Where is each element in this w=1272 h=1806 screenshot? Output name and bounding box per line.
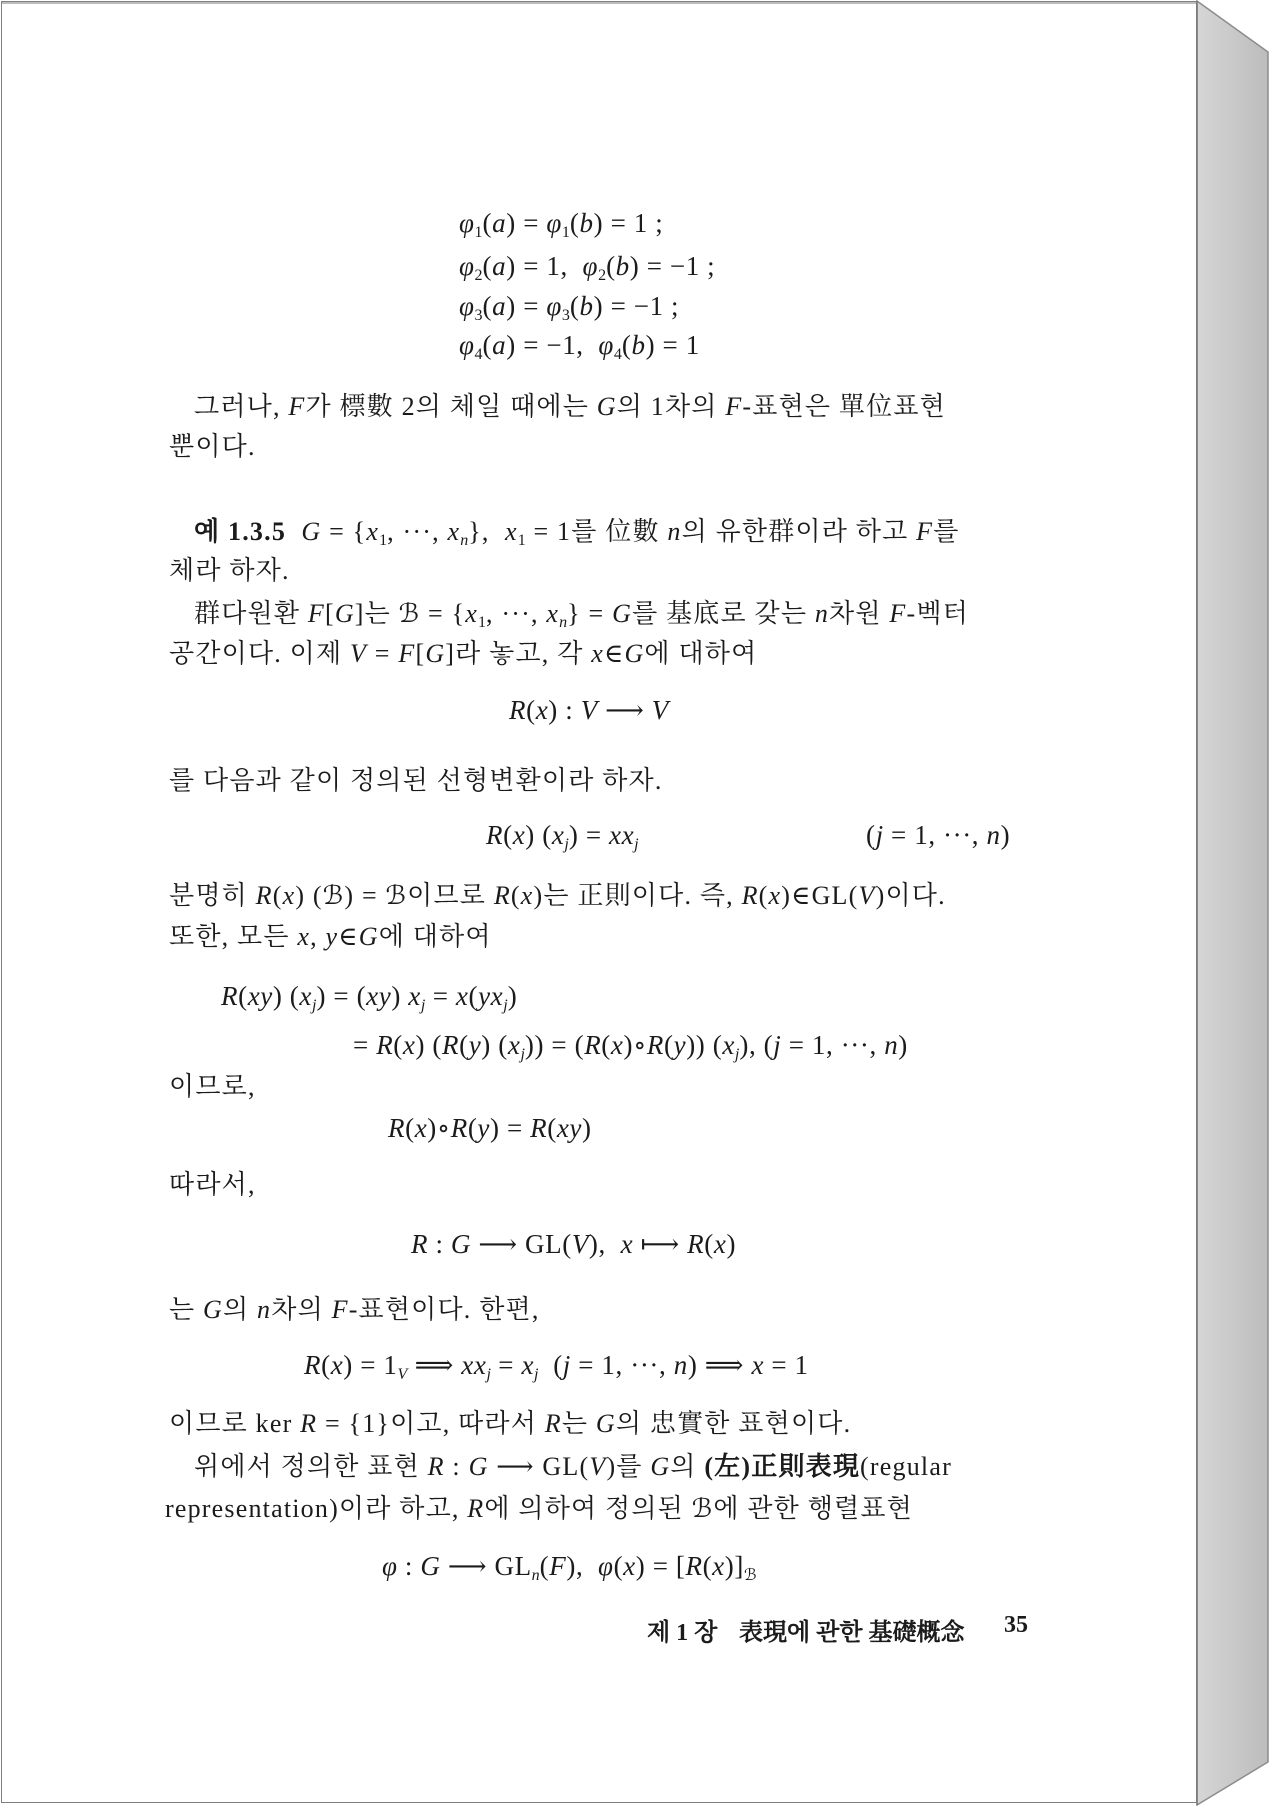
math-symbol: y [673,1030,687,1060]
math-symbol: G [450,1229,472,1259]
text-run: ) = ( [316,981,367,1011]
text-run: ( [539,1551,550,1581]
math-symbol: x [722,1030,735,1060]
text-run: ( [526,695,536,725]
text-run: ) = 1 [343,1350,398,1380]
math-symbol: x [546,599,560,628]
math-symbol: a [492,208,507,238]
math-symbol: n [814,599,830,628]
text-run: 는 [169,1295,204,1324]
text-run: )이다. [875,881,946,910]
math-symbol: x [521,1350,535,1380]
math-symbol: R [255,881,273,910]
text-run: 를 다음과 같이 정의된 선형변환이라 하자. [169,766,663,795]
text-run: -표현은 單位표현 [742,392,946,421]
text-run: ) = 1, [506,251,583,281]
text-run: ) = −1 ; [593,291,680,321]
math-symbol: x [591,639,604,668]
text-run: 차의 [271,1295,332,1324]
text-run: )] [724,1551,744,1581]
math-symbol: R [646,1030,665,1060]
text-run: = {1}이고, 따라서 [317,1409,545,1438]
subscript: V [397,1366,408,1383]
text-run: -벡터 [906,599,969,628]
subscript: 3 [561,307,570,324]
math-symbol: x [282,881,296,910]
math-symbol: R [687,1229,705,1259]
text-run: ( [606,251,616,281]
text-run: ( [613,1551,624,1581]
math-symbol: xx [609,820,635,850]
math-symbol: G [334,599,355,628]
text-run: ⟼ [633,1229,688,1259]
text-run: ( [758,881,769,910]
math-symbol: φ [459,330,475,360]
text-run: ∈ [338,922,359,951]
math-symbol: x [505,517,518,546]
text-run: , ···, [387,517,448,546]
text-run: 차원 [829,599,890,628]
subscript: 3 [474,307,483,324]
text-run: ) ( [525,820,552,850]
text-run: ) = −1, [506,330,599,360]
math-symbol: x [713,1229,727,1259]
text-run: ) = [490,1113,531,1143]
text-run: ∈ [603,639,625,668]
text-run: ) [581,1113,592,1143]
text-run: ( [482,330,493,360]
text-run: 의 忠實한 표현이다. [615,1409,852,1438]
math-symbol: G [420,1551,441,1581]
math-symbol: x [414,1113,428,1143]
text-run: )∘ [427,1113,451,1143]
math-symbol: xx [461,1350,487,1380]
text-run: ( [482,251,493,281]
text-run: 에 대하여 [644,639,758,668]
math-symbol: a [492,251,507,281]
text-run: ]는 ℬ = { [354,599,466,628]
text-run: , [310,922,326,951]
math-symbol: F [307,599,325,628]
subscript: 4 [474,346,483,363]
text-run: = [353,1030,377,1060]
text-run: ( [621,330,632,360]
math-symbol: y [325,922,339,951]
math-symbol: x [535,695,549,725]
math-symbol: F [549,1551,567,1581]
text-run: ( [468,981,479,1011]
text-run: [ [415,639,426,668]
text-run: )는 正則이다. 즉, [533,881,742,910]
text-run: : [397,1551,421,1581]
math-symbol: b [579,208,594,238]
subscript: 2 [598,267,607,284]
math-symbol: F [889,599,907,628]
text-run: 또한, 모든 [169,922,298,951]
text-run: 에 의하여 정의된 ℬ에 관한 행렬표현 [484,1494,913,1523]
text-run: ) = [506,208,547,238]
math-symbol: x [520,881,534,910]
math-symbol: R [493,881,511,910]
text-run: ) [391,981,409,1011]
text-run: ( [702,1551,713,1581]
math-symbol: R [486,820,504,850]
math-symbol: R [427,1452,445,1481]
text-run: ) = 1 ; [593,208,664,238]
text-run: 가 標數 2의 체일 때에는 [305,392,597,421]
math-symbol: R [221,981,239,1011]
text-run: 를 [933,517,960,546]
math-symbol: b [615,251,630,281]
text-run: )) = ( [524,1030,585,1060]
text-run: ( [510,881,521,910]
math-symbol: R [685,1551,703,1581]
math-symbol: x [623,1551,636,1581]
math-symbol: y [468,1030,482,1060]
text-run: ]라 놓고, 각 [445,639,592,668]
math-symbol: F [725,392,743,421]
text-run: ) (ℬ) = ℬ이므로 [295,881,494,910]
text-run: -표현이다. 한편, [348,1295,540,1324]
math-symbol: V [589,1452,607,1481]
text-run: 공간이다. 이제 [169,639,350,668]
math-symbol: x [408,981,421,1011]
math-symbol: φ [546,291,562,321]
math-symbol: R [304,1350,322,1380]
math-symbol: φ [459,291,475,321]
subscript: j [734,1046,740,1063]
math-symbol: n [986,820,1001,850]
math-symbol: φ [582,251,599,281]
math-symbol: R [530,1113,548,1143]
math-symbol: F [398,639,416,668]
math-symbol: G [203,1295,224,1324]
math-symbol: x [297,922,311,951]
text-run: ⟶ GL( [471,1229,572,1259]
math-symbol: G [596,392,617,421]
math-symbol: x [402,1030,416,1060]
math-symbol: G [358,922,379,951]
text-run: 그러나, [194,392,289,421]
subscript: ℬ [743,1567,757,1584]
math-symbol: a [492,330,507,360]
text-run: ) [507,981,518,1011]
text-run: (regular [860,1452,952,1481]
text-run: 群다원환 [194,599,308,628]
subscript: n [531,1567,540,1584]
math-symbol: R [300,1409,318,1438]
math-symbol: φ [546,208,562,238]
math-symbol: x [330,1350,344,1380]
text-run: ( [569,291,580,321]
text-run: : [444,1452,469,1481]
text-run: }, [468,517,506,546]
bold-label: (左)正則表現 [704,1452,861,1481]
footer-title: 表現에 관한 基礎概念 [739,1620,965,1646]
text-run: : [428,1229,451,1259]
math-symbol: xy [247,981,273,1011]
text-run: ) = −1 ; [629,251,716,281]
text-run: ( [405,1113,415,1143]
math-symbol: V [350,639,368,668]
subscript: j [312,997,317,1014]
subscript: j [503,997,508,1014]
text-run: 위에서 정의한 표현 [194,1452,428,1481]
math-symbol: G [286,517,322,546]
math-symbol: V [580,695,598,725]
text-run: ( [601,1030,611,1060]
math-symbol: yx [478,981,504,1011]
math-symbol: b [631,330,646,360]
book-edge-face [1197,1,1268,1805]
math-symbol: R [388,1113,406,1143]
subscript: 4 [613,346,622,363]
text-run: = [367,639,399,668]
text-run: ( [547,1113,557,1143]
subscript: j [564,836,569,853]
text-run: ) = [568,820,609,850]
subscript: 1 [517,532,526,549]
subscript: j [420,997,426,1014]
subscript: n [559,614,568,631]
text-run: 의 [670,1452,705,1481]
math-symbol: n [884,1030,899,1060]
math-symbol: j [875,820,884,850]
math-symbol: x [551,820,565,850]
math-symbol: V [651,695,669,725]
math-symbol: R [376,1030,394,1060]
text-run: ⟹ [407,1350,462,1380]
text-run: 따라서, [169,1170,256,1199]
math-symbol: b [579,291,594,321]
math-symbol: R [584,1030,602,1060]
math-symbol: x [299,981,312,1011]
text-run: 이므로, [169,1072,256,1101]
math-symbol: n [667,517,682,546]
math-symbol: G [595,1409,616,1438]
text-run: 분명히 [169,881,256,910]
text-run: ( [704,1229,714,1259]
math-symbol: x [366,517,380,546]
page-number: 35 [1004,1612,1028,1638]
bold-label: 예 1.3.5 [194,517,287,546]
math-symbol: V [571,1229,589,1259]
text-run: ( [503,820,513,850]
text-run: = 1, ···, [781,1030,885,1060]
text-run: ) = [506,291,547,321]
text-run: ( [467,1113,478,1143]
text-run: ) ⟹ [687,1350,752,1380]
math-symbol: F [916,517,934,546]
text-run: [ [324,599,335,628]
text-run: ) [898,1030,908,1060]
text-run: ( [569,208,580,238]
text-run: ( [272,881,283,910]
math-symbol: F [288,392,306,421]
text-run: ) ( [481,1030,508,1060]
text-run: 에 대하여 [378,922,492,951]
text-run: 체라 하자. [169,556,290,585]
text-run: ) [726,1229,737,1259]
math-symbol: F [331,1295,349,1324]
math-symbol: φ [598,1551,614,1581]
text-run: ), [588,1229,621,1259]
subscript: 1 [478,614,487,631]
text-run: )∈GL( [781,881,859,910]
math-symbol: G [468,1452,489,1481]
footer-chapter: 제 1 장 [647,1620,718,1646]
math-symbol: x [620,1229,634,1259]
math-symbol: R [467,1494,485,1523]
text-run: 뿐이다. [169,432,256,461]
math-symbol: G [612,599,633,628]
subscript: 2 [474,267,483,284]
subscript: j [634,836,639,853]
math-symbol: y [477,1113,490,1143]
text-run: ) ( [415,1030,443,1060]
text-run: )∘ [623,1030,647,1060]
subscript: 1 [561,224,570,241]
math-symbol: G [650,1452,671,1481]
text-run: ( [321,1350,331,1380]
subscript: 1 [379,532,388,549]
text-run: ) ( [272,981,300,1011]
text-run: ) = [ [635,1551,686,1581]
text-run: ) = 1 [645,330,700,360]
math-symbol: n [673,1350,688,1380]
subscript: n [460,532,469,549]
subscript: j [520,1046,525,1063]
math-symbol: G [425,639,446,668]
math-symbol: x [712,1551,725,1581]
text-run: 를 基底로 갖는 [632,599,815,628]
text-run: ) [1000,820,1011,850]
text-run: 의 1차의 [616,392,726,421]
math-symbol: R [442,1030,460,1060]
math-symbol: x [610,1030,624,1060]
math-symbol: φ [598,330,614,360]
text-run: ⟶ GL( [488,1452,590,1481]
text-run: ⟶ GL [440,1551,532,1581]
text-run: )를 [606,1452,651,1481]
text-run: ( [482,291,493,321]
text-run: ( [459,1030,469,1060]
text-run: = 1 [764,1350,809,1380]
text-run: 는 [561,1409,596,1438]
math-symbol: G [624,639,645,668]
math-symbol: φ [382,1551,398,1581]
math-symbol: x [512,820,526,850]
math-symbol: x [455,981,469,1011]
math-symbol: xy [556,1113,582,1143]
text-run: 의 [223,1295,258,1324]
text-run: 이므로 ker [169,1409,301,1438]
math-symbol: R [411,1229,429,1259]
text-run: = 1, ···, [883,820,987,850]
math-symbol: x [751,1350,765,1380]
text-run: ), [566,1551,599,1581]
math-symbol: R [544,1409,562,1438]
subscript: 1 [474,224,483,241]
text-run: = [490,1350,522,1380]
math-symbol: j [562,1350,571,1380]
text-run: = 1, ···, [570,1350,674,1380]
text-run: = { [321,517,367,546]
math-symbol: xy [366,981,392,1011]
text-run: ( [393,1030,403,1060]
text-run: 의 유한群이라 하고 [681,517,917,546]
text-run: )) ( [686,1030,723,1060]
math-symbol: φ [459,251,475,281]
text-run: , ···, [486,599,547,628]
text-run: representation)이라 하고, [165,1494,468,1523]
math-symbol: V [858,881,876,910]
math-symbol: R [509,695,527,725]
math-symbol: x [768,881,782,910]
text-run: ( [482,208,493,238]
subscript: j [486,1366,491,1383]
text-run: ( [538,1350,563,1380]
text-run: ⟶ [597,695,652,725]
text-run: ( [664,1030,674,1060]
math-symbol: R [741,881,759,910]
math-symbol: R [450,1113,468,1143]
math-symbol: n [257,1295,272,1324]
subscript: j [534,1366,539,1383]
text-run: } = [567,599,613,628]
text-run: ( [238,981,248,1011]
math-symbol: a [492,291,507,321]
text-run: ), ( [739,1030,774,1060]
text-run: ) : [548,695,581,725]
math-symbol: φ [459,208,475,238]
math-symbol: j [773,1030,782,1060]
math-symbol: x [447,517,461,546]
math-symbol: x [465,599,479,628]
math-symbol: x [507,1030,521,1060]
text-run: ( [866,820,876,850]
text-run: = 1를 位數 [525,517,668,546]
text-run: = [425,981,456,1011]
